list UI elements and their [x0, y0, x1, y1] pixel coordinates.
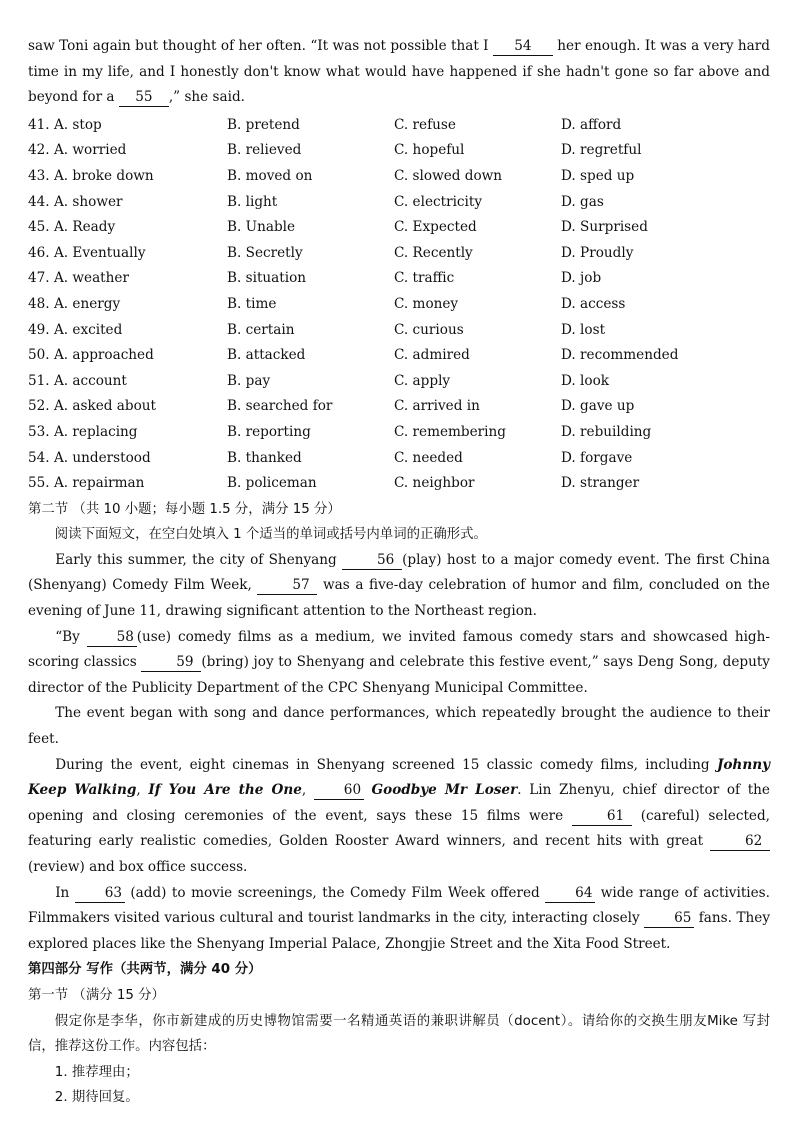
passage-paragraph-3: The event began with song and dance performances, which repeatedly brought the audience to their feet. — [28, 705, 770, 748]
option-b[interactable]: B. time — [227, 295, 277, 312]
blank-60[interactable]: 60 — [314, 782, 364, 800]
passage-ending — [28, 34, 770, 111]
passage-paragraph-4 — [28, 753, 770, 881]
blank-65[interactable]: 65 — [644, 910, 694, 928]
option-row-53 — [28, 420, 770, 446]
text: (review) and box office success. — [28, 859, 248, 875]
option-row-44 — [28, 190, 770, 216]
option-a[interactable]: 52. A. asked about — [28, 398, 156, 415]
blank-54[interactable]: 54 — [493, 38, 553, 56]
option-b[interactable]: B. searched for — [227, 398, 333, 415]
option-row-51 — [28, 369, 770, 395]
option-row-48 — [28, 292, 770, 318]
option-row-55 — [28, 471, 770, 497]
option-a[interactable]: 43. A. broke down — [28, 167, 154, 184]
option-b[interactable]: B. situation — [227, 270, 307, 287]
text: wide range of activities. Filmmakers visited various cultural and tourist landmarks in the city, interacting closely — [28, 884, 770, 927]
writing-item-1: 1. 推荐理由； — [54, 1064, 139, 1080]
writing-item-2: 2. 期待回复。 — [54, 1090, 139, 1106]
option-c[interactable]: C. refuse — [394, 116, 456, 133]
option-d[interactable]: D. rebuilding — [561, 423, 652, 440]
option-b[interactable]: B. Unable — [227, 219, 296, 236]
option-row-43 — [28, 164, 770, 190]
option-d[interactable]: D. recommended — [561, 347, 679, 364]
option-c[interactable]: C. needed — [394, 449, 463, 466]
option-a[interactable]: 46. A. Eventually — [28, 244, 146, 261]
option-row-47 — [28, 266, 770, 292]
text: saw Toni again but thought of her often. “It was not possible that I — [28, 38, 489, 54]
option-c[interactable]: C. remembering — [394, 423, 506, 440]
option-row-50 — [28, 343, 770, 369]
option-d[interactable]: D. stranger — [561, 475, 640, 492]
option-b[interactable]: B. relieved — [227, 142, 302, 159]
part4-heading: 第四部分 写作（共两节，满分 40 分） — [28, 962, 262, 978]
option-d[interactable]: D. forgave — [561, 449, 633, 466]
option-c[interactable]: C. slowed down — [394, 167, 503, 184]
option-a[interactable]: 53. A. replacing — [28, 423, 138, 440]
section2-heading: 第二节 （共 10 小题；每小题 1.5 分，满分 15 分） — [28, 501, 341, 517]
exam-page — [28, 34, 770, 1111]
option-a[interactable]: 44. A. shower — [28, 193, 123, 210]
text: In — [55, 884, 70, 901]
option-b[interactable]: B. thanked — [227, 449, 302, 466]
text: , — [301, 782, 307, 799]
option-d[interactable]: D. afford — [561, 116, 622, 133]
option-c[interactable]: C. apply — [394, 372, 451, 389]
option-a[interactable]: 55. A. repairman — [28, 475, 145, 492]
option-b[interactable]: B. pay — [227, 372, 271, 389]
option-b[interactable]: B. policeman — [227, 475, 317, 492]
option-c[interactable]: C. Recently — [394, 244, 473, 261]
option-d[interactable]: D. Surprised — [561, 219, 648, 236]
film-title: Johnny Keep Walking — [28, 756, 770, 799]
option-d[interactable]: D. gas — [561, 193, 604, 210]
blank-57[interactable]: 57 — [257, 577, 317, 595]
option-a[interactable]: 49. A. excited — [28, 321, 123, 338]
option-d[interactable]: D. lost — [561, 321, 606, 338]
text: (play) host to a major comedy event. The first China (Shenyang) Comedy Film Week, — [28, 551, 770, 594]
option-a[interactable]: 51. A. account — [28, 372, 127, 389]
option-a[interactable]: 45. A. Ready — [28, 219, 116, 236]
text: fans. They explored places like the Shenyang Imperial Palace, Zhongjie Street and the Xita Food Street. — [28, 910, 770, 952]
text: . Lin Zhenyu, chief director of the opening and closing ceremonies of the event, says these 15 films were — [28, 782, 770, 824]
blank-63[interactable]: 63 — [75, 885, 125, 903]
option-d[interactable]: D. job — [561, 270, 602, 287]
option-c[interactable]: C. curious — [394, 321, 464, 338]
part4-subheading: 第一节 （满分 15 分） — [28, 987, 165, 1003]
option-b[interactable]: B. attacked — [227, 347, 306, 364]
film-title: If You Are the One — [148, 782, 302, 799]
passage-paragraph-5 — [28, 881, 770, 958]
option-a[interactable]: 50. A. approached — [28, 347, 154, 364]
option-row-54 — [28, 446, 770, 472]
option-row-42 — [28, 138, 770, 164]
text: “By — [55, 628, 80, 645]
blank-61[interactable]: 61 — [572, 808, 632, 826]
option-d[interactable]: D. regretful — [561, 142, 642, 159]
blank-55[interactable]: 55 — [119, 89, 169, 107]
options-list — [28, 113, 770, 497]
section2-instruction: 阅读下面短文，在空白处填入 1 个适当的单词或括号内单词的正确形式。 — [54, 527, 487, 543]
option-c[interactable]: C. arrived in — [394, 398, 480, 415]
option-b[interactable]: B. Secretly — [227, 244, 303, 261]
option-c[interactable]: C. Expected — [394, 219, 477, 236]
option-row-49 — [28, 318, 770, 344]
option-a[interactable]: 47. A. weather — [28, 270, 129, 287]
text: , — [136, 782, 141, 799]
option-d[interactable]: D. Proudly — [561, 244, 634, 261]
option-b[interactable]: B. light — [227, 193, 278, 210]
blank-64[interactable]: 64 — [545, 885, 595, 903]
option-a[interactable]: 48. A. energy — [28, 295, 121, 312]
option-row-41 — [28, 113, 770, 139]
option-c[interactable]: C. money — [394, 295, 459, 312]
passage-paragraph-2 — [28, 625, 770, 702]
blank-56[interactable]: 56 — [342, 552, 402, 570]
text: her enough. It was a very hard time in my life, and I honestly don't know what would have happened if she hadn't gone so far above and beyond for a — [28, 38, 770, 106]
text: ,” she said. — [168, 89, 245, 106]
blank-62[interactable]: 62 — [710, 833, 770, 851]
option-row-46 — [28, 241, 770, 267]
text: (bring) joy to Shenyang and celebrate this festive event,” says Deng Song, deputy director of the Publicity Department of the CPC Shenyang Municipal Committee. — [28, 654, 770, 696]
option-c[interactable]: C. electricity — [394, 193, 483, 210]
option-d[interactable]: D. look — [561, 372, 610, 389]
option-c[interactable]: C. neighbor — [394, 475, 475, 492]
passage-paragraph-1 — [28, 548, 770, 625]
blank-58[interactable]: 58 — [87, 629, 137, 647]
text: (add) to movie screenings, the Comedy Film Week offered — [130, 884, 540, 901]
option-row-45 — [28, 215, 770, 241]
option-a[interactable]: 54. A. understood — [28, 449, 151, 466]
film-title: Goodbye Mr Loser — [371, 782, 518, 799]
text: During the event, eight cinemas in Shenyang screened 15 classic comedy films, including — [55, 756, 710, 773]
option-d[interactable]: D. access — [561, 295, 626, 312]
option-b[interactable]: B. moved on — [227, 167, 313, 184]
blank-59[interactable]: 59 — [141, 654, 201, 672]
option-c[interactable]: C. traffic — [394, 270, 455, 287]
option-d[interactable]: D. gave up — [561, 398, 635, 415]
option-b[interactable]: B. certain — [227, 321, 295, 338]
text: (careful) selected, featuring early realistic comedies, Golden Rooster Award winners, and recent hits with great — [28, 807, 770, 850]
text: Early this summer, the city of Shenyang — [55, 551, 337, 568]
text: was a five-day celebration of humor and film, concluded on the evening of June 11, drawing significant attention to the Northeast region. — [28, 577, 770, 620]
option-c[interactable]: C. hopeful — [394, 142, 465, 159]
option-d[interactable]: D. sped up — [561, 167, 635, 184]
option-b[interactable]: B. reporting — [227, 423, 311, 440]
option-b[interactable]: B. pretend — [227, 116, 300, 133]
option-a[interactable]: 42. A. worried — [28, 142, 127, 159]
text: (use) comedy films as a medium, we invited famous comedy stars and showcased high-scoring classics — [28, 628, 770, 671]
option-c[interactable]: C. admired — [394, 347, 470, 364]
option-a[interactable]: 41. A. stop — [28, 116, 102, 133]
option-row-52 — [28, 394, 770, 420]
writing-prompt: 假定你是李华，你市新建成的历史博物馆需要一名精通英语的兼职讲解员（docent）。请给你的交换生朋友Mike 写封信，推荐这份工作。内容包括： — [28, 1013, 770, 1055]
